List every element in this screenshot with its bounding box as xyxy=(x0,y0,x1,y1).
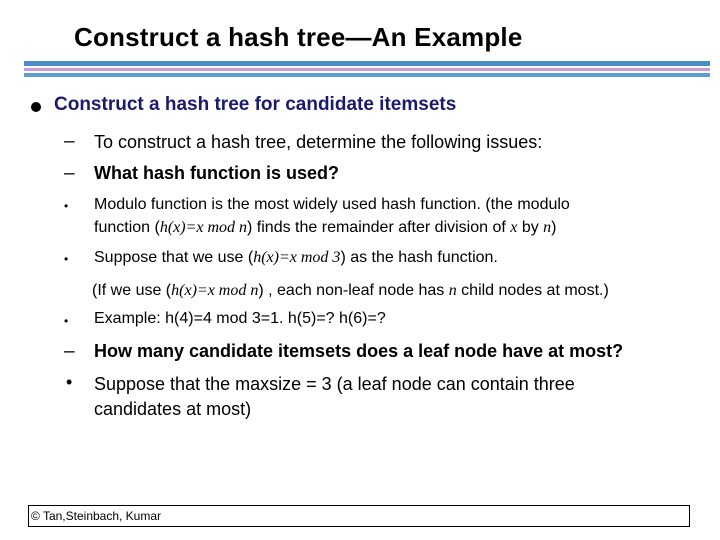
text-fragment: by xyxy=(517,219,544,236)
sub-bullet-3: • xyxy=(64,314,69,328)
dash-marker-2: – xyxy=(64,163,75,184)
text-fragment: ) , each non-leaf node has xyxy=(258,282,449,299)
sub-item-2-note xyxy=(92,282,609,300)
sub-item-3: Example: h(4)=4 mod 3=1. h(5)=? h(6)=? xyxy=(94,310,386,327)
variable-n: n xyxy=(448,282,457,299)
text-fragment: child nodes at most.) xyxy=(456,282,609,299)
footer-box xyxy=(28,505,690,527)
title-rule-top xyxy=(24,61,710,66)
sub-bullet-2: • xyxy=(64,252,69,266)
dash-item-1: To construct a hash tree, determine the following issues: xyxy=(94,132,543,152)
text-fragment: ) xyxy=(551,219,557,236)
copyright-text: © Tan,Steinbach, Kumar xyxy=(31,509,162,523)
text-fragment: (If we use ( xyxy=(92,282,172,299)
dash-item-3: How many candidate itemsets does a leaf node have at most? xyxy=(94,341,624,361)
sub-item-2 xyxy=(94,249,498,267)
text-fragment: Suppose that we use ( xyxy=(94,249,254,266)
bullet-icon xyxy=(31,102,41,112)
slide-title: Construct a hash tree—An Example xyxy=(74,22,523,52)
dash-marker-3: – xyxy=(64,341,75,362)
sub-bullet-1: • xyxy=(64,199,69,213)
formula-text: h(x)=x mod n xyxy=(159,219,248,236)
sub-bullet-4: • xyxy=(66,372,73,392)
variable-x: x xyxy=(510,219,518,236)
formula-text: h(x)=x mod 3 xyxy=(253,249,341,266)
sub-item-1-line-2 xyxy=(94,219,557,237)
dash-marker-1: – xyxy=(64,131,75,152)
main-bullet-text: Construct a hash tree for candidate itemsets xyxy=(54,94,457,115)
sub-item-4-line-1: Suppose that the maxsize = 3 (a leaf node can contain three xyxy=(94,374,575,394)
text-fragment: function ( xyxy=(94,219,160,236)
text-fragment: ) as the hash function. xyxy=(340,249,498,266)
variable-n: n xyxy=(543,219,552,236)
formula-text: h(x)=x mod n xyxy=(171,282,259,299)
text-fragment: ) finds the remainder after division of xyxy=(247,219,511,236)
dash-item-2: What hash function is used? xyxy=(94,163,340,183)
sub-item-1-line-1: Modulo function is the most widely used hash function. (the modulo xyxy=(94,196,570,213)
sub-item-4-line-2: candidates at most) xyxy=(94,399,252,419)
title-rule-middle xyxy=(24,68,710,71)
title-rule-bottom xyxy=(24,73,710,77)
